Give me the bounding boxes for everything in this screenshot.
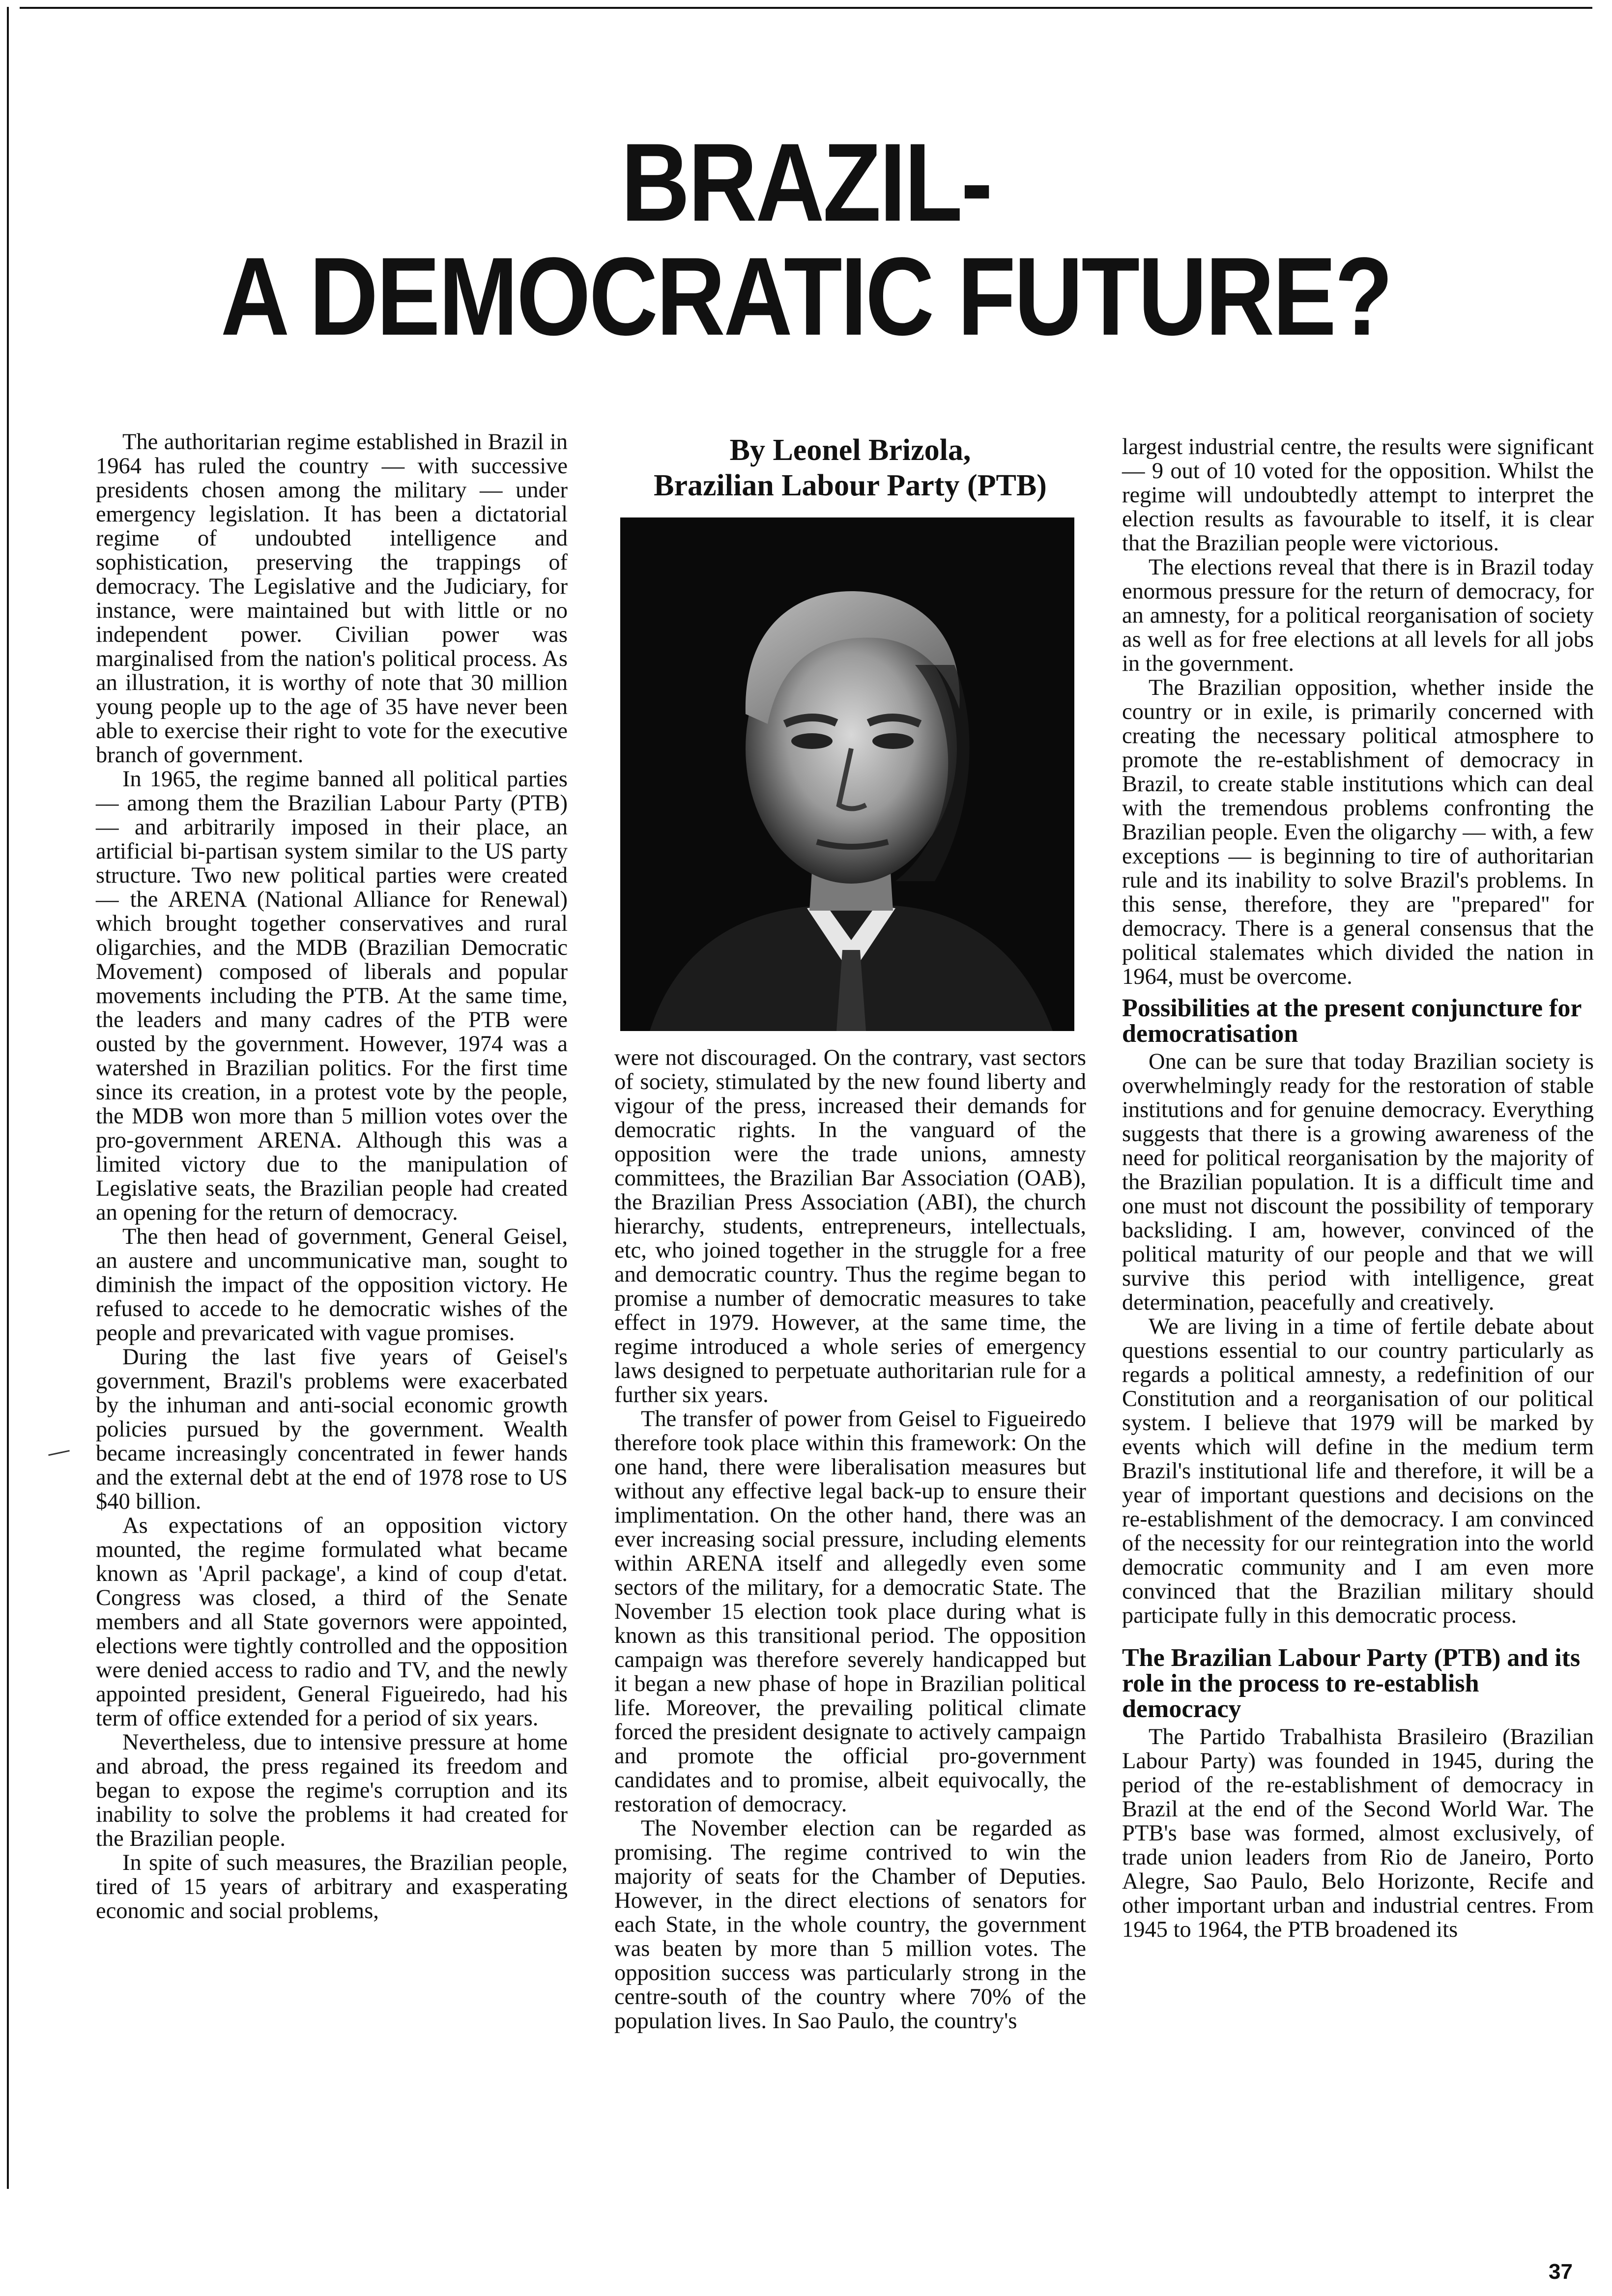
paragraph: During the last five years of Geisel's government, Brazil's problems were exacerbated by the inhuman and anti-social economic growth policies pursued by the government. Wealth became increasingly concentrated in fewer hands and the external debt at the end of 1978 rose to US $40 billion. [96,1345,568,1514]
paragraph: In 1965, the regime banned all political parties — among them the Brazilian Labour Party (PTB) — and arbitrarily imposed in their place, an artificial bi-partisan system similar to the US party structure. Two new political parties were created — the ARENA (National Alliance for Renewal) which brought together conservatives and rural oligarchies, and the MDB (Brazilian Democratic Movement) composed of liberals and popular movements including the PTB. At the same time, the leaders and many cadres of the PTB were ousted by the government. However, 1974 was a watershed in Brazilian politics. For the first time since its creation, in a protest vote by the people, the MDB won more than 5 million votes over the pro-government ARENA. Although this was a limited victory due to the manipulation of Legislative seats, the Brazilian people had created an opening for the return of democracy. [96,767,568,1225]
paragraph: were not discouraged. On the contrary, vast sectors of society, stimulated by the new found liberty and vigour of the press, increased their demands for democratic rights. In the vanguard of the opposition were the trade unions, amnesty committees, the Brazilian Bar Association (OAB), the Brazilian Press Association (ABI), the church hierarchy, students, entrepreneurs, intellectuals, etc, who joined together in the struggle for a free and democratic country. Thus the regime began to promise a number of democratic measures to take effect in 1979. However, at the same time, the regime introduced a whole series of emergency laws designed to perpetuate authoritarian rule for a further six years. [614,1045,1086,1407]
headline-line-1: BRAZIL- [621,120,991,244]
byline-author: By Leonel Brizola, [729,433,971,467]
paragraph: The transfer of power from Geisel to Figueiredo therefore took place within this framework: On the one hand, there were liberalisation measures but without any effective legal back-up to ensure their implimentation. On the other hand, there was an ever increasing social pressure, including elements within ARENA itself and allegedly even some sectors of the military, for a democratic State. The November 15 election took place during what is known as this transitional period. The opposition campaign was therefore severely handicapped but it began a new phase of hope in Brazilian political life. Moreover, the prevailing political climate forced the president designate to actively campaign and promote the official pro-government candidates and to promise, albeit equivocally, the restoration of democracy. [614,1406,1086,1817]
column-3 [1122,435,1594,1942]
portrait-illustration [620,517,1074,1031]
byline-party: Brazilian Labour Party (PTB) [654,469,1047,502]
paragraph: We are living in a time of fertile debate about questions essential to our country particularly as regards a political amnesty, a redefinition of our Constitution and a reorganisation of our political system. I believe that 1979 will be marked by events which will define in the medium term Brazil's institutional life and therefore, it will be a year of important questions and decisions on the re-establishment of the democracy. I am convinced of the necessity for our reintegration into the world democratic community and I am even more convinced that the Brazilian military should participate fully in this democratic process. [1122,1314,1594,1628]
author-portrait-photo [620,517,1074,1031]
section-heading-ptb-role: The Brazilian Labour Party (PTB) and its role in the process to re-establish democracy [1122,1644,1581,1723]
paragraph: Nevertheless, due to intensive pressure at home and abroad, the press regained its freedom and began to expose the regime's corruption and its inability to solve the problems it had created for the Brazilian people. [96,1730,568,1851]
section-heading-democratisation: Possibilities at the present conjuncture for democratisation [1122,994,1582,1048]
paragraph: The Partido Trabalhista Brasileiro (Brazilian Labour Party) was founded in 1945, during the period of the re-establishment of democracy in Brazil at the end of the Second World War. The PTB's base was formed, almost exclusively, of trade union leaders from Rio de Janeiro, Porto Alegre, Sao Paulo, Belo Horizonte, Recife and other important urban and industrial centres. From 1945 to 1964, the PTB broadened its [1122,1724,1594,1942]
headline-line-2: A DEMOCRATIC FUTURE? [220,234,1392,358]
paragraph: The authoritarian regime established in Brazil in 1964 has ruled the country — with successive presidents chosen among the military — under emergency legislation. It has been a dictatorial regime of undoubted intelligence and sophistication, preserving the trappings of democracy. The Legislative and the Judiciary, for instance, were maintained but with little or no independent power. Civilian power was marginalised from the nation's political process. As an illustration, it is worthy of note that 30 million young people up to the age of 35 have never been able to exercise their right to vote for the executive branch of government. [96,430,568,768]
column-1 [96,430,568,1923]
paragraph: In spite of such measures, the Brazilian people, tired of 15 years of arbitrary and exasperating economic and social problems, [96,1850,568,1923]
paragraph: As expectations of an opposition victory mounted, the regime formulated what became known as 'April package', a kind of coup d'etat. Congress was closed, a third of the Senate members and all State governors were appointed, elections were tightly controlled and the opposition were denied access to radio and TV, and the newly appointed president, General Figueiredo, had his term of office extended for a period of six years. [96,1513,568,1731]
paragraph: The elections reveal that there is in Brazil today enormous pressure for the return of democracy, for an amnesty, for a political reorganisation of society as well as for free elections at all levels for all jobs in the government. [1122,555,1594,676]
headline [0,120,1612,358]
page-number: 37 [1549,2260,1573,2284]
top-rule [20,7,1592,9]
byline [614,432,1086,503]
paragraph: The Brazilian opposition, whether inside the country or in exile, is primarily concerned with creating the necessary political atmosphere to promote the re-establishment of democracy in Brazil, to create stable institutions which can deal with the tremendous problems confronting the Brazilian people. Even the oligarchy — with, a few exceptions — is beginning to tire of authoritarian rule and its inability to solve Brazil's problems. In this sense, therefore, they are "prepared" for democracy. There is a general consensus that the political stalemates which divided the nation in 1964, must be overcome. [1122,675,1594,989]
paragraph: The then head of government, General Geisel, an austere and uncommunicative man, sought to diminish the impact of the opposition victory. He refused to accede to he democratic wishes of the people and prevaricated with vague promises. [96,1224,568,1346]
margin-mark [48,1450,70,1456]
paragraph: largest industrial centre, the results were significant — 9 out of 10 voted for the opposition. Whilst the regime will undoubtedly attempt to interpret the election results as favourable to itself, it is clear that the Brazilian people were victorious. [1122,434,1594,556]
column-2 [614,1046,1086,2033]
paragraph: The November election can be regarded as promising. The regime contrived to win the majority of seats for the Chamber of Deputies. However, in the direct elections of senators for each State, in the whole country, the government was beaten by more than 5 million votes. The opposition success was particularly strong in the centre-south of the country where 70% of the population lives. In Sao Paulo, the country's [614,1816,1086,2034]
paragraph: One can be sure that today Brazilian society is overwhelmingly ready for the restoration of stable institutions and for genuine democracy. Everything suggests that there is a growing awareness of the need for political reorganisation by the majority of the Brazilian population. It is a difficult time and one must not discount the possibility of temporary backsliding. I am, however, convinced of the political maturity of our people and that we will survive this period with intelligence, great determination, peacefully and creatively. [1122,1049,1594,1315]
